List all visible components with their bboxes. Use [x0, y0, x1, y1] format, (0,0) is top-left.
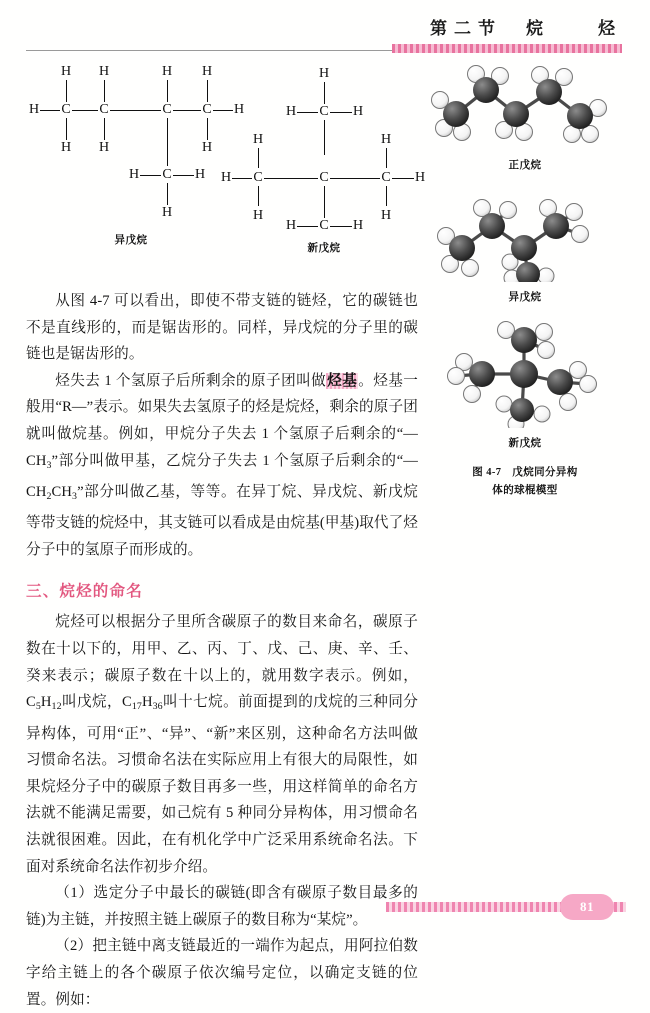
neopentane-model-block — [424, 318, 626, 450]
paragraph-4: （1）选定分子中最长的碳链(即含有碳原子数目最多的链)为主链，并按照主链上碳原子的数目称为“某烷”。 — [26, 885, 418, 928]
neopentane-structure-label: 新戊烷 — [307, 243, 341, 254]
paragraph-2: 烃失去 1 个氢原子后所剩余的原子团叫做烃基。烃基一般用“R—”表示。如果失去氢原子的烃是烷烃，剩余的原子团就叫做烷基。例如，甲烷分子失去 1 个氢原子后剩余的“$—CH_3$”部分叫做甲基，乙烷分子失去 1 个氢原子后剩余的“$—CH_2CH_3$”部分叫做乙基，等等。在异丁烷、异戊烷、新戊烷等带支链的烷烃中，其支链可以看成是由烷基(甲基)取代了烃分子中的氢原子而形成的。 — [26, 372, 419, 558]
n-pentane-model — [424, 58, 626, 150]
isopentane-model — [424, 186, 626, 282]
page-number-badge — [560, 894, 614, 920]
paragraph-5: （2）把主链中离支链最近的一端作为起点，用阿拉伯数字给主链上的各个碳原子依次编号定位，以确定支链的位置。例如： — [26, 938, 418, 1008]
isopentane-structure-label: 异戊烷 — [114, 235, 148, 246]
structural-formula-figures — [26, 60, 426, 254]
page-number: 81 — [580, 899, 594, 914]
section-heading: 三、烷烃的命名 — [26, 583, 143, 601]
neopentane-structure: H H C H H H H C C C H H H H C H 新戊烷 — [220, 66, 426, 254]
highlighted-term: 烃基 — [327, 372, 358, 389]
main-content-column — [26, 60, 426, 1013]
isopentane-model-caption: 异戊烷 — [508, 292, 542, 303]
page-header — [0, 0, 650, 58]
neopentane-model-caption: 新戊烷 — [508, 438, 542, 449]
page-title: 第二节 烷 烃 — [430, 19, 622, 38]
paragraph-3: 烷烃可以根据分子里所含碳原子的数目来命名，碳原子数在十以下的，用甲、乙、丙、丁、戊、己、庚、辛、壬、癸来表示；碳原子数在十以上的，就用数字表示。例如，$C_5H_{12}$叫戊烷，$C_{17}H_{36}$叫十七烷。前面提到的戊烷的三种同分异构体，可用“正”、“异”、“新”来区别，这种命名方法叫做习惯命名法。习惯命名法在实际应用上有很大的局限性，如果烷烃分子中的碳原子数目再多一些，用这样简单的命名方法就不能满足需要，如己烷有 5 种同分异构体，用习惯命名法就很困难。因此，在有机化学中广泛采用系统命名法。下面对系统命名法作初步介绍。 — [26, 614, 418, 875]
figure-caption-line-2: 体的球棍模型 — [492, 485, 558, 496]
isopentane-structure: H H H H H C C C C H H H H H C H H 异戊烷 — [28, 64, 245, 246]
neopentane-model — [424, 318, 626, 428]
figure-caption — [424, 464, 626, 500]
figure-caption-line-1: 图 4-7 戊烷同分异构 — [472, 467, 578, 478]
header-decorative-bar — [392, 44, 622, 53]
isopentane-model-block — [424, 186, 626, 304]
n-pentane-model-block — [424, 58, 626, 172]
figure-column — [424, 58, 626, 500]
page-footer — [0, 880, 650, 950]
paragraph-1: 从图 4-7 可以看出，即使不带支链的链烃，它的碳链也不是直线形的，而是锯齿形的。同样，异戊烷的分子里的碳链也是锯齿形的。 — [26, 293, 418, 363]
n-pentane-model-caption: 正戊烷 — [508, 160, 542, 171]
